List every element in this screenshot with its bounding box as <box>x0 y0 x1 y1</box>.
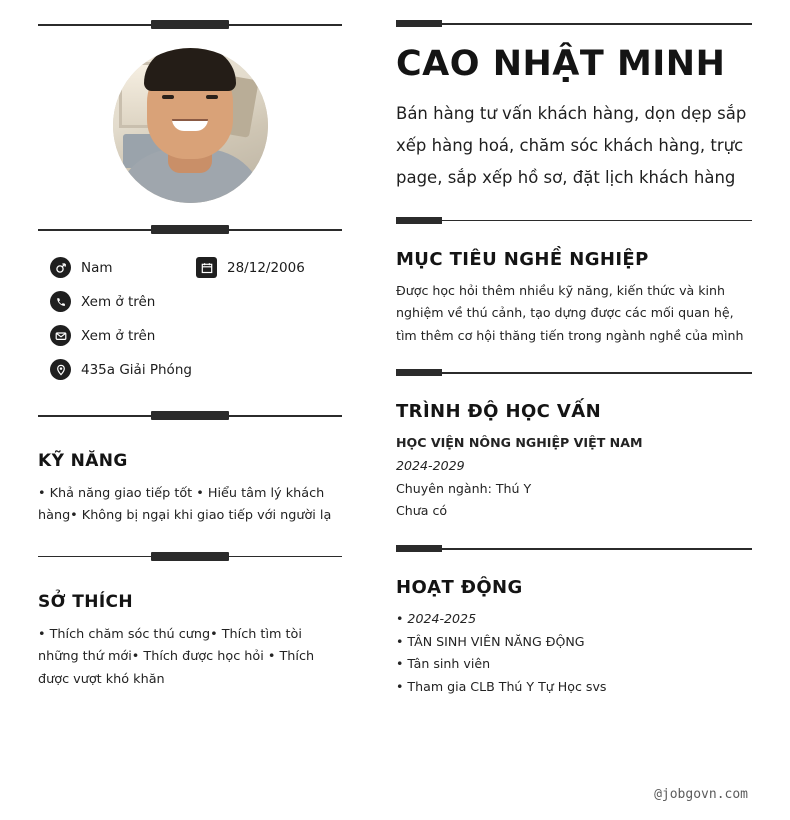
contact-list <box>38 235 342 397</box>
contact-row <box>50 359 342 380</box>
divider-header-right <box>396 20 752 28</box>
activity-item: • TÂN SINH VIÊN NĂNG ĐỘNG <box>396 633 585 649</box>
location-icon <box>50 359 71 380</box>
education-years: 2024-2029 <box>396 458 465 474</box>
avatar <box>38 30 342 225</box>
education-major: Chuyên ngành: Thú Y <box>396 480 532 496</box>
contact-row <box>50 325 342 346</box>
divider-top-left <box>38 20 342 30</box>
contact-value: 28/12/2006 <box>227 259 305 276</box>
contact-row <box>50 291 342 312</box>
section-hobbies <box>38 562 342 691</box>
activity-item: • 2024-2025 <box>396 611 477 627</box>
education-school: HỌC VIỆN NÔNG NGHIỆP VIỆT NAM <box>396 435 643 451</box>
portrait-photo <box>113 48 268 203</box>
hobbies-body: • Thích chăm sóc thú cưng• Thích tìm tòi những thứ mới• Thích được học hỏi • Thích được vượt khó khăn <box>38 626 315 687</box>
section-objective <box>396 225 752 348</box>
divider-activities <box>396 545 752 553</box>
contact-row <box>50 257 342 278</box>
divider-objective <box>396 217 752 225</box>
objective-body: Được học hỏi thêm nhiều kỹ năng, kiến thức và kinh nghiệm về thú cảnh, tạo dựng được các mối quan hệ, tìm thêm cơ hội thăng tiến trong ngành nghề của mình <box>396 282 744 343</box>
divider-skills <box>38 411 342 421</box>
section-title-activities: HOẠT ĐỘNG <box>396 577 523 599</box>
contact-address <box>50 359 192 380</box>
page-title: CAO NHẬT MINH <box>396 44 726 84</box>
section-education <box>396 377 752 523</box>
watermark: @jobgovn.com <box>654 787 748 802</box>
gender-icon <box>50 257 71 278</box>
activity-item: • Tân sinh viên <box>396 656 491 672</box>
job-tagline: Bán hàng tư vấn khách hàng, dọn dẹp sắp xếp hàng hoá, chăm sóc khách hàng, trực page, sắp xếp hồ sơ, đặt lịch khách hàng <box>396 104 747 188</box>
divider-contacts <box>38 225 342 235</box>
section-title-hobbies: SỞ THÍCH <box>38 591 134 612</box>
section-title-skills: KỸ NĂNG <box>38 451 128 471</box>
phone-icon <box>50 291 71 312</box>
email-icon <box>50 325 71 346</box>
section-skills <box>38 421 342 528</box>
activity-item: • Tham gia CLB Thú Y Tự Học svs <box>396 679 607 695</box>
contact-value: Nam <box>81 259 113 276</box>
contact-gender <box>50 257 196 278</box>
skills-body: • Khả năng giao tiếp tốt • Hiểu tâm lý khách hàng• Không bị ngại khi giao tiếp với người lạ <box>38 486 332 524</box>
section-title-education: TRÌNH ĐỘ HỌC VẤN <box>396 401 602 423</box>
right-column <box>360 20 752 820</box>
contact-value: 435a Giải Phóng <box>81 361 192 378</box>
divider-education <box>396 369 752 377</box>
contact-phone <box>50 291 196 312</box>
divider-hobbies <box>38 552 342 562</box>
contact-email <box>50 325 196 346</box>
education-note: Chưa có <box>396 503 448 519</box>
section-title-objective: MỤC TIÊU NGHỀ NGHIỆP <box>396 248 649 270</box>
contact-value: Xem ở trên <box>81 293 156 310</box>
contact-birthday <box>196 257 305 278</box>
left-column <box>38 20 360 820</box>
section-activities <box>396 553 752 699</box>
calendar-icon <box>196 257 217 278</box>
contact-value: Xem ở trên <box>81 327 156 344</box>
